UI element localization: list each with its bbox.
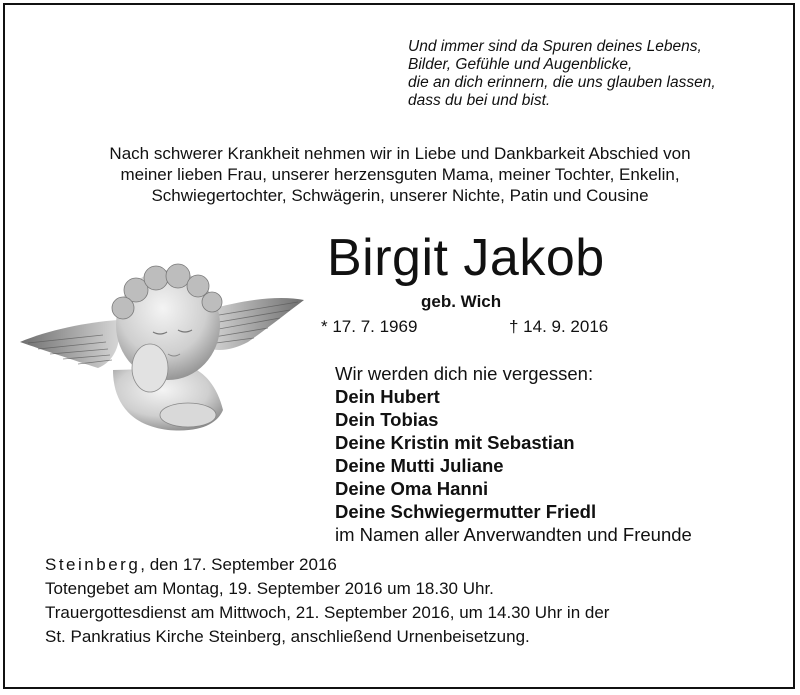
intro-text	[0, 143, 800, 206]
intro-line: Nach schwerer Krankheit nehmen wir in Liebe und Dankbarkeit Abschied von	[109, 144, 691, 163]
mourner-name: Deine Schwiegermutter Friedl	[335, 501, 597, 522]
mourner-name: Deine Kristin mit Sebastian	[335, 432, 575, 453]
footer-line: Trauergottesdienst am Mittwoch, 21. September 2016, um 14.30 Uhr in der	[45, 603, 610, 622]
footer-line: Totengebet am Montag, 19. September 2016 um 18.30 Uhr.	[45, 579, 494, 598]
birth-date: * 17. 7. 1969	[321, 317, 418, 336]
death-date: † 14. 9. 2016	[509, 317, 609, 336]
poem	[408, 38, 788, 110]
mourners-closing: im Namen aller Anverwandten und Freunde	[335, 524, 692, 545]
place-date-line	[45, 553, 609, 577]
date: , den 17. September 2016	[140, 555, 337, 574]
angel-image	[18, 250, 308, 440]
mourners-heading: Wir werden dich nie vergessen:	[335, 363, 594, 384]
poem-line: dass du bei und bist.	[408, 92, 551, 109]
maiden-name: geb. Wich	[421, 292, 502, 311]
deceased-name: Birgit Jakob	[327, 229, 605, 287]
poem-line: die an dich erinnern, die uns glauben lassen,	[408, 74, 716, 91]
footer	[45, 553, 609, 649]
footer-line: St. Pankratius Kirche Steinberg, anschließend Urnenbeisetzung.	[45, 627, 530, 646]
mourners	[335, 362, 692, 546]
intro-line: Schwiegertochter, Schwägerin, unserer Nichte, Patin und Cousine	[151, 186, 649, 205]
mourner-name: Dein Hubert	[335, 386, 440, 407]
mourner-name: Deine Mutti Juliane	[335, 455, 504, 476]
mourner-name: Dein Tobias	[335, 409, 439, 430]
poem-line: Bilder, Gefühle und Augenblicke,	[408, 56, 633, 73]
life-dates	[321, 317, 609, 337]
poem-line: Und immer sind da Spuren deines Lebens,	[408, 38, 702, 55]
intro-line: meiner lieben Frau, unserer herzensguten Mama, meiner Tochter, Enkelin,	[120, 165, 680, 184]
place: Steinberg	[45, 555, 141, 574]
mourner-name: Deine Oma Hanni	[335, 478, 489, 499]
